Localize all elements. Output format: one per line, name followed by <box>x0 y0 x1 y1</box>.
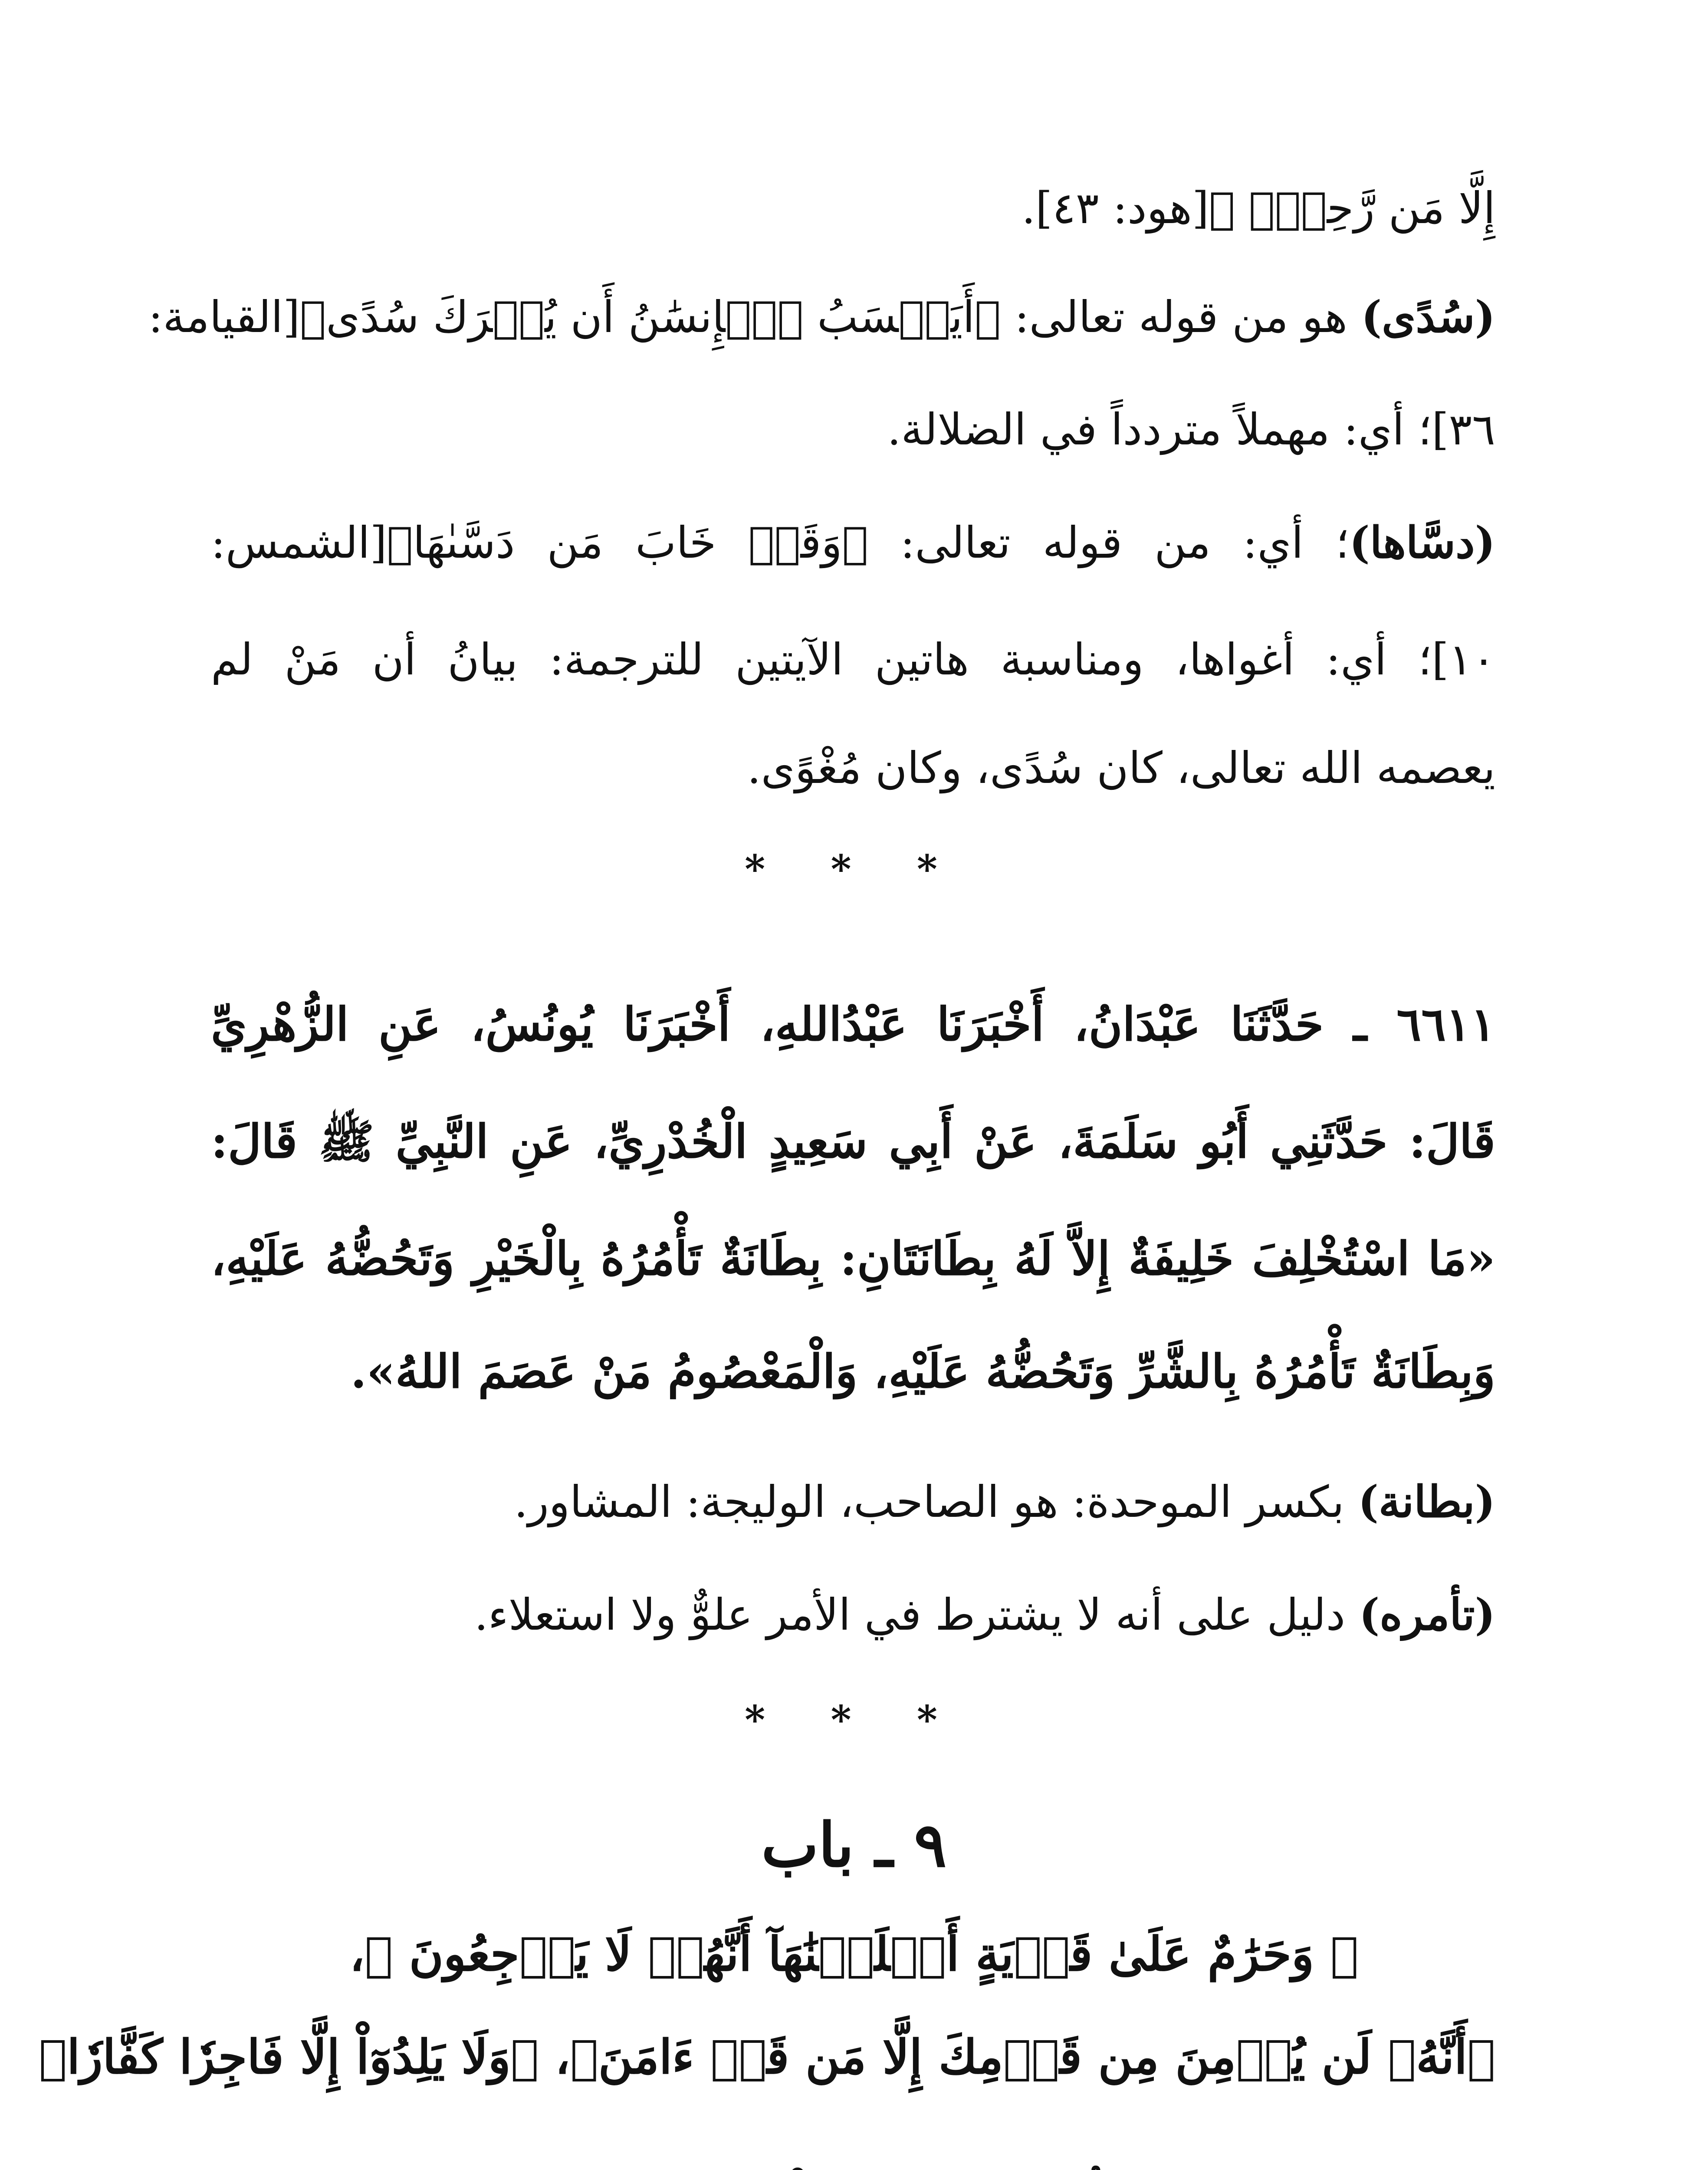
text-line-2-rest: هو من قوله تعالى: ﴿أَيَحۡسَبُ ٱلۡإِنسَٰنُ أَن يُتۡرَكَ سُدًى﴾[القيامة: <box>148 292 1361 342</box>
hadith-line-3: «مَا اسْتُخْلِفَ خَلِيفَةٌ إِلاَّ لَهُ بِطَانَتَانِ: بِطَانَةٌ تَأْمُرُهُ بِالْخَيْرِ وَتَحُضُّهُ عَلَيْهِ، <box>211 1231 1495 1286</box>
hadith-line-2: قَالَ: حَدَّثَنِي أَبُو سَلَمَةَ، عَنْ أَبِي سَعِيدٍ الْخُدْرِيِّ، عَنِ النَّبِيِّ ﷺ قَالَ: <box>211 1114 1495 1168</box>
text-line-2 <box>148 286 1495 348</box>
separator-stars-2: * * * <box>745 1697 963 1743</box>
hadith-line-1: ٦٦١١ ـ حَدَّثَنَا عَبْدَانُ، أَخْبَرَنَا عَبْدُاللهِ، أَخْبَرَنَا يُونُسُ، عَنِ الزُّهْرِيِّ <box>211 997 1495 1051</box>
chapter-verse-1: ﴿ وَحَرَٰمٌ عَلَىٰ قَرۡيَةٍ أَهۡلَكۡنَٰهَآ أَنَّهُمۡ لَا يَرۡجِعُونَ ﴾، <box>349 1927 1359 1982</box>
note-line-1 <box>211 1471 1495 1532</box>
term-tamuruh: (تأمره) <box>1359 1589 1495 1640</box>
text-line-5: ١٠]؛ أي: أغواها، ومناسبة هاتين الآيتين للترجمة: بيانُ أن مَنْ لم <box>211 634 1495 685</box>
text-line-4 <box>211 512 1495 573</box>
note-line-2-rest: دليل على أنه لا يشترط في الأمر علوٌّ ولا استعلاء. <box>474 1589 1359 1640</box>
separator-stars-1: * * * <box>745 846 963 892</box>
term-dassaha: (دسَّاها) <box>1349 517 1495 568</box>
hadith-line-4: وَبِطَانَةٌ تَأْمُرُهُ بِالشَّرِّ وَتَحُضُّهُ عَلَيْهِ، وَالْمَعْصُومُ مَنْ عَصَمَ اللهُ». <box>350 1344 1495 1398</box>
note-line-2 <box>211 1584 1495 1645</box>
text-line-6: يعصمه الله تعالى، كان سُدًى، وكان مُغْوًى. <box>747 743 1495 793</box>
text-line-1: إِلَّا مَن رَّحِمَۚ ﴾[هود: ٤٣]. <box>1022 183 1495 233</box>
text-line-3: ٣٦]؛ أي: مهملاً متردداً في الضلالة. <box>887 404 1495 455</box>
term-suda: (سُدًى) <box>1361 291 1495 342</box>
note-line-1-rest: بكسر الموحدة: هو الصاحب، الوليجة: المشاور. <box>514 1476 1358 1527</box>
text-line-4-rest: ؛ أي: من قوله تعالى: ﴿وَقَدۡ خَابَ مَن دَسَّىٰهَا﴾[الشمس: <box>211 517 1350 568</box>
chapter-verse-2: ﴿أَنَّهُۥ لَن يُؤۡمِنَ مِن قَوۡمِكَ إِلَّا مَن قَدۡ ءَامَنَ﴾، ﴿وَلَا يَلِدُوٓاْ إِلَّا فَاجِرٗا كَفَّارٗا﴾ <box>39 2030 1495 2085</box>
chapter-title: ٩ ـ باب <box>761 1810 947 1881</box>
term-bitana: (بطانة) <box>1358 1476 1495 1527</box>
